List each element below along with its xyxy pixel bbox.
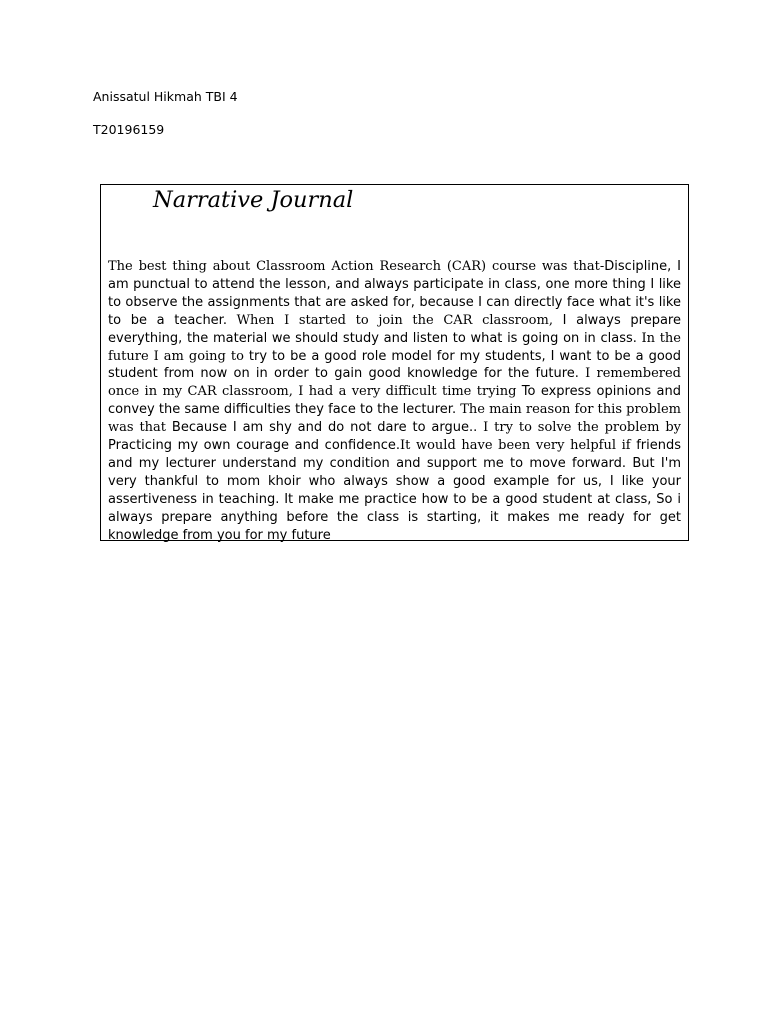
body-segment-13: It would have been very helpful if bbox=[399, 438, 637, 454]
body-segment-10: Because I am shy and do not dare to argue.. bbox=[166, 420, 478, 436]
journal-title: Narrative Journal bbox=[153, 187, 354, 213]
body-segment-3: When I started to join the CAR classroom, bbox=[226, 312, 553, 328]
body-segment-4: I always prepare everything, the material we should study and listen to what is going on in class. bbox=[108, 312, 681, 346]
body-segment-11: I try to solve the problem by bbox=[477, 420, 681, 436]
body-segment-1: The best thing about Classroom Action Research (CAR) course was that- bbox=[108, 259, 605, 274]
body-segment-5: In the future I am going to bbox=[108, 330, 682, 364]
body-segment-8: To express opinions and convey the same difficulties they face to the lecturer. bbox=[108, 384, 681, 418]
body-segment-12: Practicing my own courage and confidence. bbox=[108, 438, 400, 454]
student-id: T20196159 bbox=[93, 122, 165, 137]
body-segment-7: I remembered once in my CAR classroom, I had a very difficult time trying bbox=[108, 366, 682, 400]
journal-body bbox=[108, 258, 681, 545]
body-segment-6: try to be a good role model for my students, I want to be a good student from now on in order to gain good knowledge for the future. bbox=[108, 348, 682, 382]
author-line: Anissatul Hikmah TBI 4 bbox=[93, 89, 238, 104]
journal-box bbox=[100, 184, 689, 541]
body-segment-2: Discipline, I am punctual to attend the lesson, and always participate in class, one more thing I like to observe the assignments that are asked for, because I can directly face what it's like to be a teacher. bbox=[108, 259, 681, 328]
body-segment-14: friends and my lecturer understand my condition and support me to move forward. But I'm very thankful to mom khoir who always show a good example for us, I like your assertiveness in teaching. It make me practice how to be a good student at class, So i always prepare anything before the class is starting, it makes me ready for get knowledge from you for my future bbox=[108, 438, 681, 543]
body-segment-9: The main reason for this problem was that bbox=[108, 402, 681, 436]
